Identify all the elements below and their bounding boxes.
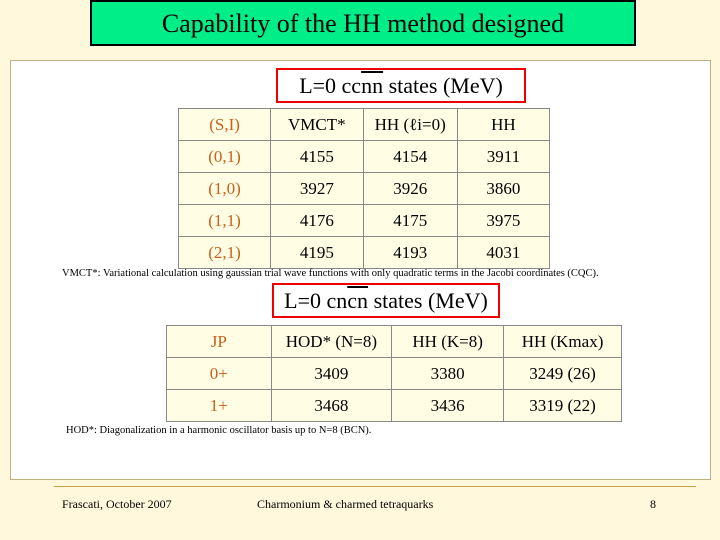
table2-cell: 3436 xyxy=(392,390,504,422)
table1-cell: 3975 xyxy=(457,205,549,237)
table1-cell: 4193 xyxy=(363,237,457,269)
table2-row xyxy=(167,358,622,390)
table1-header-cell: VMCT* xyxy=(271,109,363,141)
table1-row xyxy=(179,141,550,173)
table1-cell: 4176 xyxy=(271,205,363,237)
table1-header-row xyxy=(179,109,550,141)
page-number: 8 xyxy=(650,497,656,511)
footer-left: Frascati, October 2007 xyxy=(62,497,172,511)
table1-cell: (0,1) xyxy=(179,141,271,173)
table1-header-cell: HH xyxy=(457,109,549,141)
table1-cell: (1,1) xyxy=(179,205,271,237)
table2-header-cell: HOD* (N=8) xyxy=(271,326,392,358)
table1-cell: 4175 xyxy=(363,205,457,237)
table2-footnote: HOD*: Diagonalization in a harmonic oscillator basis up to N=8 (BCN). xyxy=(66,425,372,436)
table2-cell: 0+ xyxy=(167,358,272,390)
table2-cell: 3380 xyxy=(392,358,504,390)
table1-cell: 4154 xyxy=(363,141,457,173)
table2-caption-overline: $\overline{cn}$ xyxy=(347,288,369,313)
table1-caption-overline: $\overline{nn}$ xyxy=(361,73,384,98)
table2-cell: 1+ xyxy=(167,390,272,422)
table2 xyxy=(166,325,622,422)
table1-header-cell: HH (ℓi=0) xyxy=(363,109,457,141)
table1-cell: (2,1) xyxy=(179,237,271,269)
table2-cell: 3409 xyxy=(271,358,392,390)
table2-cell: 3249 (26) xyxy=(504,358,622,390)
table1 xyxy=(178,108,550,269)
table1-cell: 3926 xyxy=(363,173,457,205)
table1-footnote: VMCT*: Variational calculation using gaussian trial wave functions with only quadratic terms in the Jacobi coordinates (CQC). xyxy=(62,268,599,279)
table1-cell: 4195 xyxy=(271,237,363,269)
table1-cell: 3911 xyxy=(457,141,549,173)
table1-caption-suffix: states (MeV) xyxy=(383,73,503,98)
table2-cell: 3468 xyxy=(271,390,392,422)
table2-cell: 3319 (22) xyxy=(504,390,622,422)
table1-cell: 4155 xyxy=(271,141,363,173)
table2-row xyxy=(167,390,622,422)
table1-row xyxy=(179,237,550,269)
footer-divider xyxy=(54,486,696,487)
table1-caption xyxy=(276,68,526,103)
footer-center: Charmonium & charmed tetraquarks xyxy=(257,497,434,511)
table2-header-cell: HH (Kmax) xyxy=(504,326,622,358)
table2-header-cell: JP xyxy=(167,326,272,358)
table1-cell: 4031 xyxy=(457,237,549,269)
table2-header-row xyxy=(167,326,622,358)
table2-caption-prefix: L=0 cn xyxy=(284,288,348,313)
slide-title: Capability of the HH method designed xyxy=(90,0,636,46)
table1-header-cell: (S,I) xyxy=(179,109,271,141)
table1-row xyxy=(179,173,550,205)
table1-cell: 3927 xyxy=(271,173,363,205)
table2-caption xyxy=(272,283,500,318)
table2-header-cell: HH (K=8) xyxy=(392,326,504,358)
table2-caption-suffix: states (MeV) xyxy=(368,288,488,313)
table1-cell: (1,0) xyxy=(179,173,271,205)
table1-row xyxy=(179,205,550,237)
table1-cell: 3860 xyxy=(457,173,549,205)
table1-caption-prefix: L=0 cc xyxy=(299,73,362,98)
